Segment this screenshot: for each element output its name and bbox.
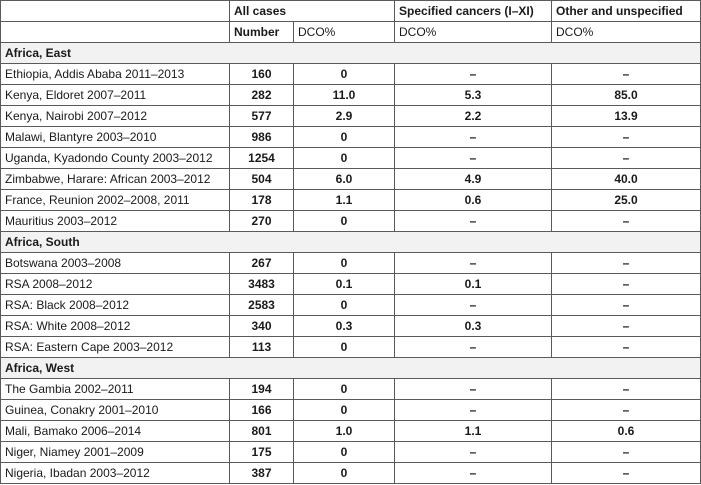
other-dco-cell: – (552, 379, 701, 400)
group-title: Africa, East (1, 43, 701, 64)
table-row (1, 127, 701, 148)
number-cell: 3483 (230, 274, 294, 295)
dco-cell: 2.9 (294, 106, 395, 127)
number-cell: 577 (230, 106, 294, 127)
specified-dco-cell: – (395, 148, 552, 169)
specified-dco-cell: – (395, 211, 552, 232)
header-row-sub (1, 22, 701, 43)
registry-cell: Malawi, Blantyre 2003–2010 (1, 127, 230, 148)
other-dco-cell: – (552, 400, 701, 421)
number-cell: 340 (230, 316, 294, 337)
specified-dco-cell: – (395, 295, 552, 316)
table-body (1, 1, 701, 484)
registry-cell: Kenya, Eldoret 2007–2011 (1, 85, 230, 106)
number-cell: 160 (230, 64, 294, 85)
specified-dco-cell: – (395, 337, 552, 358)
other-dco-cell: – (552, 463, 701, 484)
dco-cell: 1.1 (294, 190, 395, 211)
specified-dco-cell: – (395, 253, 552, 274)
dco-cell: 0 (294, 148, 395, 169)
specified-dco-cell: 0.3 (395, 316, 552, 337)
table-row (1, 85, 701, 106)
specified-dco-cell: – (395, 400, 552, 421)
registry-cell: Mauritius 2003–2012 (1, 211, 230, 232)
header-all-cases: All cases (230, 1, 395, 22)
dco-cell: 0.3 (294, 316, 395, 337)
group-row (1, 358, 701, 379)
number-cell: 801 (230, 421, 294, 442)
registry-cell: The Gambia 2002–2011 (1, 379, 230, 400)
dco-cell: 0 (294, 295, 395, 316)
header-empty-cell (1, 1, 230, 22)
header-empty-cell (1, 22, 230, 43)
table-row (1, 400, 701, 421)
table-row (1, 106, 701, 127)
specified-dco-cell: – (395, 127, 552, 148)
table-row (1, 295, 701, 316)
specified-dco-cell: 5.3 (395, 85, 552, 106)
group-row (1, 232, 701, 253)
dco-cell: 0 (294, 127, 395, 148)
group-title: Africa, West (1, 358, 701, 379)
other-dco-cell: 40.0 (552, 169, 701, 190)
table-row (1, 379, 701, 400)
table-row (1, 316, 701, 337)
dco-cell: 11.0 (294, 85, 395, 106)
specified-dco-cell: 1.1 (395, 421, 552, 442)
number-cell: 282 (230, 85, 294, 106)
number-cell: 194 (230, 379, 294, 400)
specified-dco-cell: 4.9 (395, 169, 552, 190)
registry-cell: Mali, Bamako 2006–2014 (1, 421, 230, 442)
header-row-top (1, 1, 701, 22)
table-row (1, 442, 701, 463)
other-dco-cell: – (552, 148, 701, 169)
specified-dco-cell: – (395, 64, 552, 85)
other-dco-cell: 0.6 (552, 421, 701, 442)
dco-cell: 6.0 (294, 169, 395, 190)
number-cell: 267 (230, 253, 294, 274)
registry-cell: RSA: Eastern Cape 2003–2012 (1, 337, 230, 358)
registry-cell: RSA: Black 2008–2012 (1, 295, 230, 316)
number-cell: 270 (230, 211, 294, 232)
other-dco-cell: – (552, 253, 701, 274)
dco-cell: 0.1 (294, 274, 395, 295)
other-dco-cell: 13.9 (552, 106, 701, 127)
dco-cell: 0 (294, 337, 395, 358)
registry-cell: RSA: White 2008–2012 (1, 316, 230, 337)
number-cell: 387 (230, 463, 294, 484)
specified-dco-cell: – (395, 379, 552, 400)
registry-cell: RSA 2008–2012 (1, 274, 230, 295)
specified-dco-cell: 0.6 (395, 190, 552, 211)
table-row (1, 421, 701, 442)
number-cell: 504 (230, 169, 294, 190)
table-row (1, 190, 701, 211)
other-dco-cell: – (552, 211, 701, 232)
specified-dco-cell: – (395, 463, 552, 484)
registry-cell: Zimbabwe, Harare: African 2003–2012 (1, 169, 230, 190)
other-dco-cell: – (552, 274, 701, 295)
table-row (1, 64, 701, 85)
dco-cell: 0 (294, 211, 395, 232)
other-dco-cell: – (552, 337, 701, 358)
number-cell: 986 (230, 127, 294, 148)
registry-cell: Guinea, Conakry 2001–2010 (1, 400, 230, 421)
table-row (1, 463, 701, 484)
specified-dco-cell: – (395, 442, 552, 463)
other-dco-cell: – (552, 127, 701, 148)
number-cell: 113 (230, 337, 294, 358)
header-number: Number (230, 22, 294, 43)
number-cell: 175 (230, 442, 294, 463)
dco-cell: 0 (294, 400, 395, 421)
dco-cell: 0 (294, 253, 395, 274)
number-cell: 1254 (230, 148, 294, 169)
table-row (1, 148, 701, 169)
registry-cell: Ethiopia, Addis Ababa 2011–2013 (1, 64, 230, 85)
number-cell: 166 (230, 400, 294, 421)
header-other-unspecified: Other and unspecified (552, 1, 701, 22)
table-row (1, 169, 701, 190)
other-dco-cell: – (552, 64, 701, 85)
specified-dco-cell: 2.2 (395, 106, 552, 127)
table-row (1, 211, 701, 232)
dco-cell: 0 (294, 64, 395, 85)
group-title: Africa, South (1, 232, 701, 253)
other-dco-cell: 85.0 (552, 85, 701, 106)
number-cell: 178 (230, 190, 294, 211)
registry-cell: France, Reunion 2002–2008, 2011 (1, 190, 230, 211)
header-other-dco-pct: DCO% (552, 22, 701, 43)
other-dco-cell: – (552, 442, 701, 463)
table-row (1, 274, 701, 295)
specified-dco-cell: 0.1 (395, 274, 552, 295)
registry-cell: Nigeria, Ibadan 2003–2012 (1, 463, 230, 484)
dco-cell: 0 (294, 463, 395, 484)
registry-cell: Niger, Niamey 2001–2009 (1, 442, 230, 463)
other-dco-cell: – (552, 316, 701, 337)
dco-cell: 0 (294, 442, 395, 463)
table-row (1, 253, 701, 274)
header-specified-cancers: Specified cancers (I–XI) (395, 1, 552, 22)
dco-cell: 1.0 (294, 421, 395, 442)
registry-cell: Botswana 2003–2008 (1, 253, 230, 274)
dco-cell: 0 (294, 379, 395, 400)
group-row (1, 43, 701, 64)
registry-cell: Kenya, Nairobi 2007–2012 (1, 106, 230, 127)
other-dco-cell: – (552, 295, 701, 316)
registry-cell: Uganda, Kyadondo County 2003–2012 (1, 148, 230, 169)
header-dco-pct: DCO% (294, 22, 395, 43)
other-dco-cell: 25.0 (552, 190, 701, 211)
number-cell: 2583 (230, 295, 294, 316)
header-spec-dco-pct: DCO% (395, 22, 552, 43)
table-row (1, 337, 701, 358)
